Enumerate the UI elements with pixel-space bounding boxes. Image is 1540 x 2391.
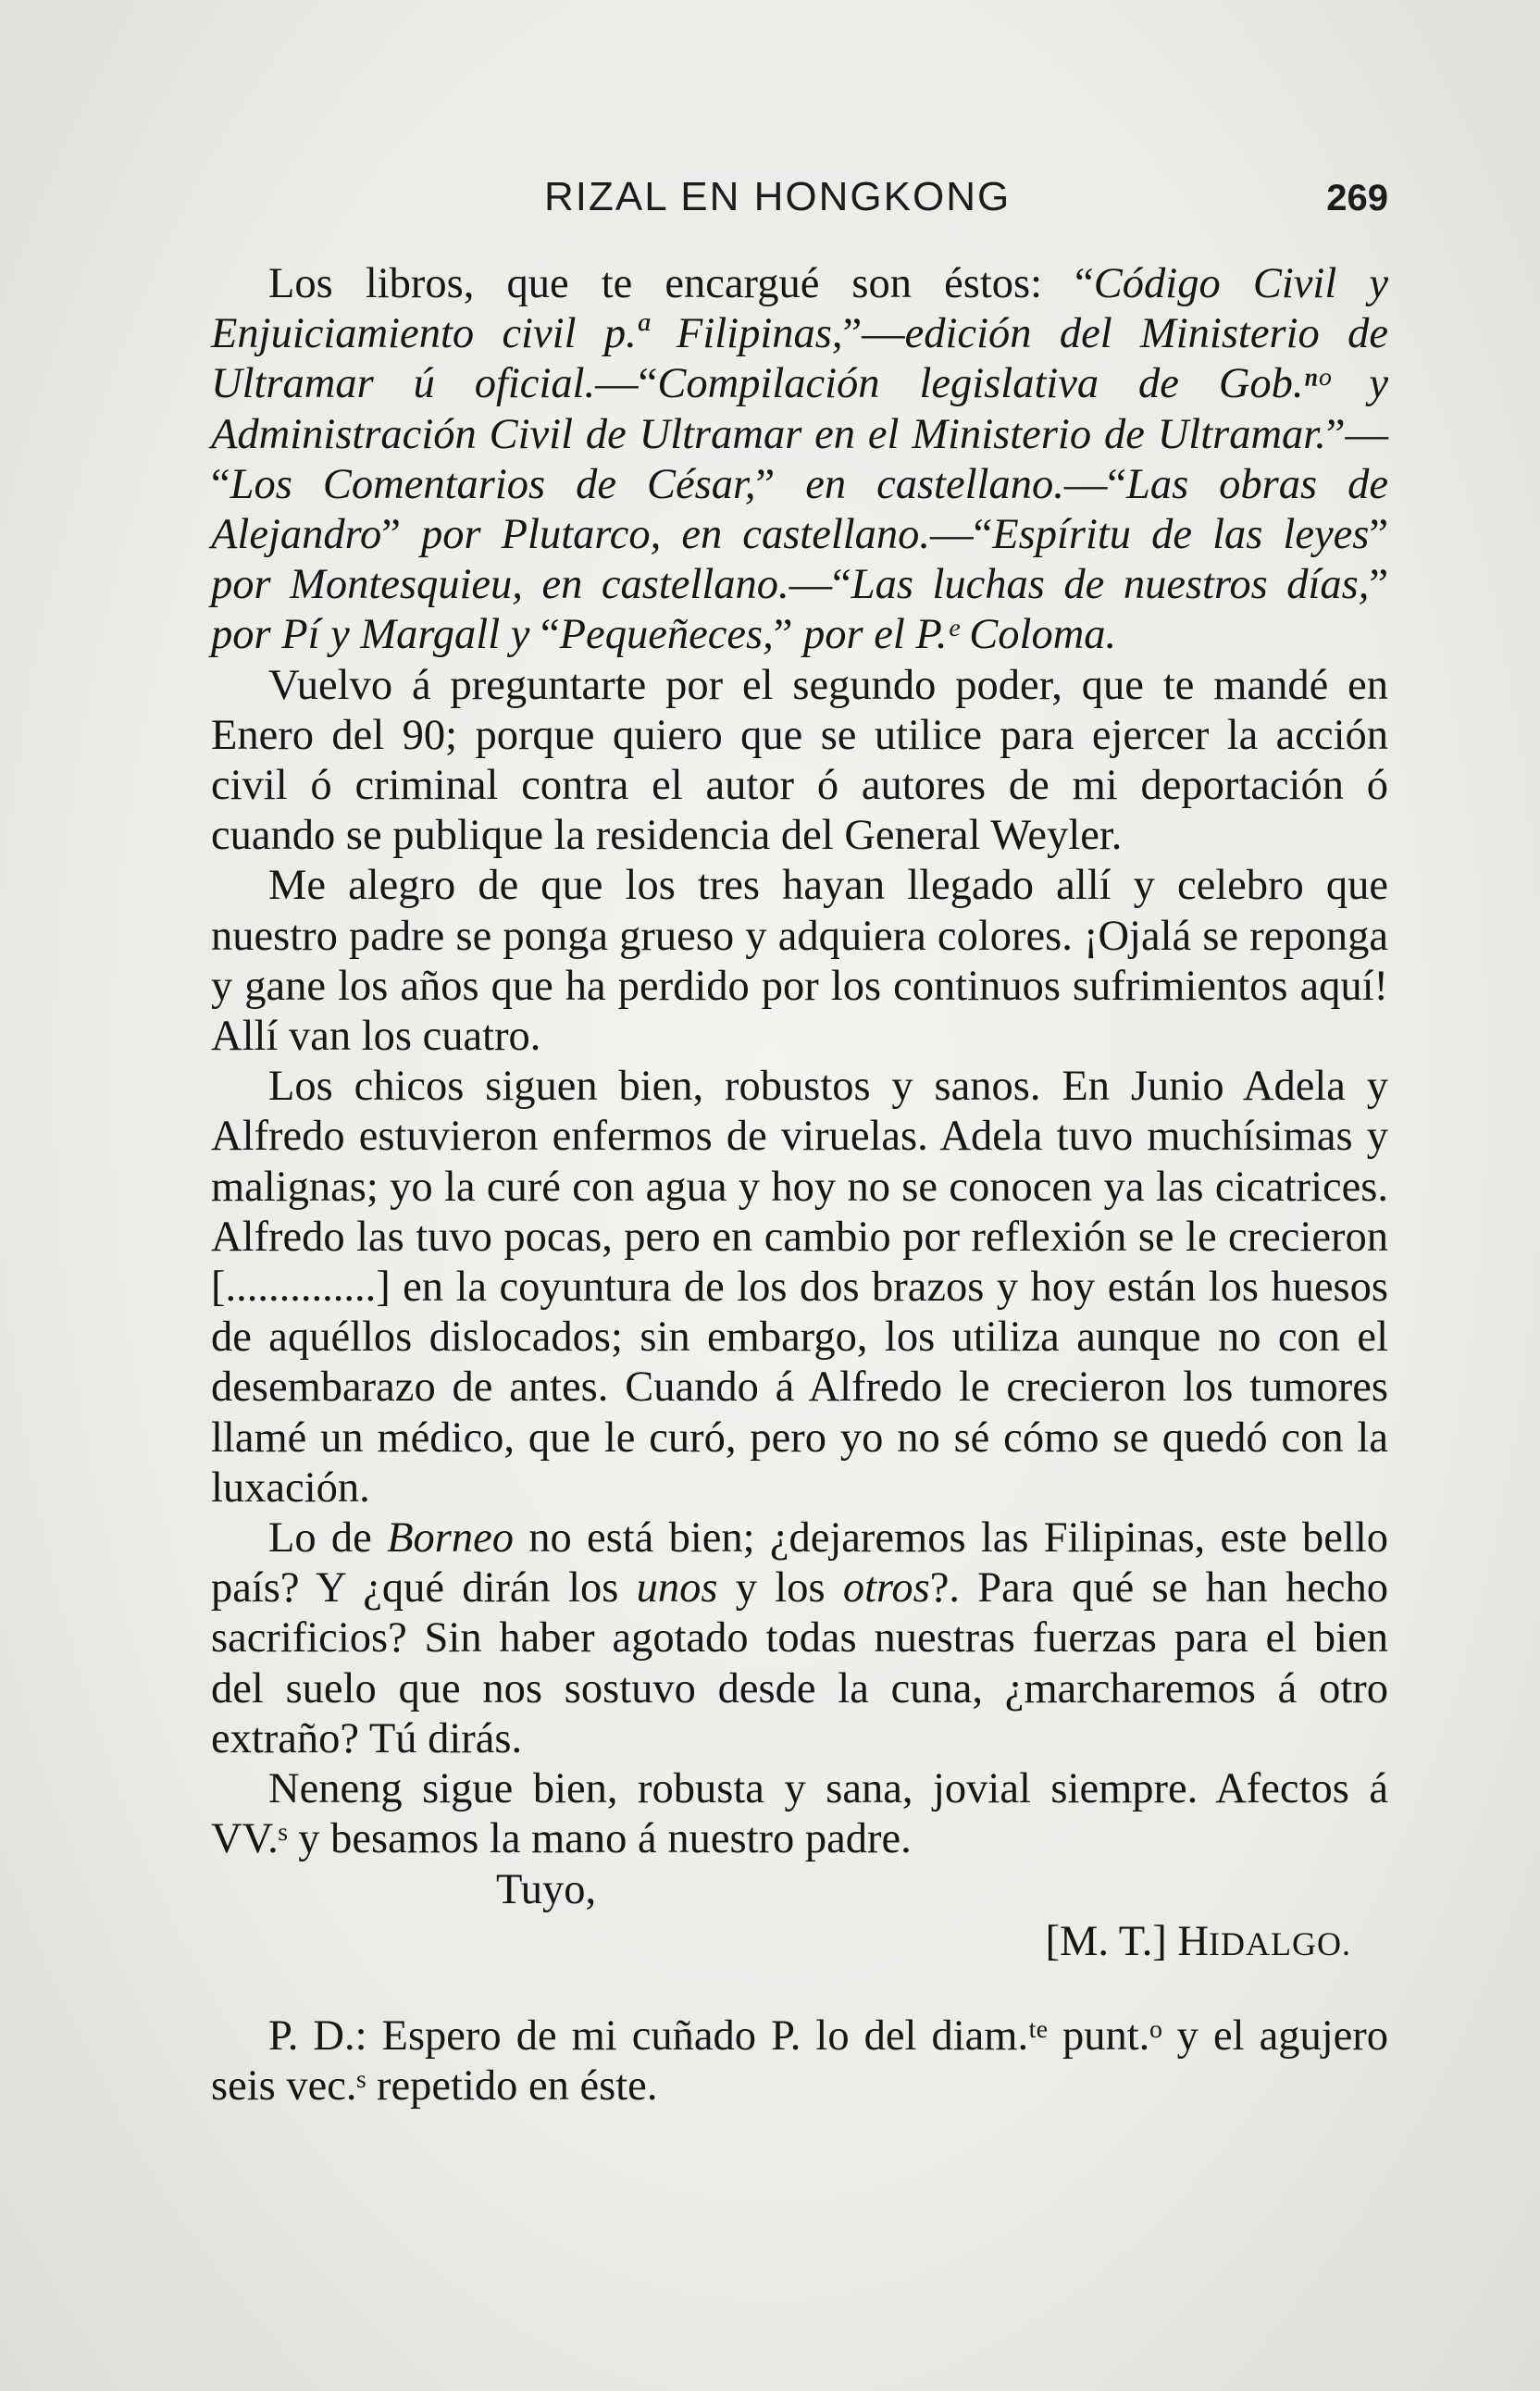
closing-word: Tuyo, bbox=[496, 1865, 597, 1913]
paragraph-children-health: Los chicos siguen bien, robustos y sanos. En Junio Adela y Alfredo estuvieron enfermos de viruelas. Adela tuvo muchísimas y malignas; yo la curé con agua y hoy no se conocen ya las cicatrices. Alfredo las tuvo pocas, pero en cambio por reflexión se le crecieron [..............] en la coyuntura de los dos brazos y hoy están los huesos de aquéllos dislocados; sin embargo, los utiliza aunque no con el desembarazo de antes. Cuando á Alfredo le crecieron los tumores llamé un médico, que le curó, pero yo no sé cómo se quedó con la luxación. bbox=[211, 1063, 1388, 1512]
signature: [M. T.] HIDALGO. bbox=[1045, 1917, 1351, 1965]
paragraph-family-arrival: Me alegro de que los tres hayan llegado allí y celebro que nuestro padre se ponga grueso y adquiera colores. ¡Ojalá se reponga y gane los años que ha perdido por los continuos sufrimientos aquí! Allí van los cuatro. bbox=[211, 862, 1388, 1061]
page-number: 269 bbox=[1326, 178, 1388, 218]
paragraph-neneng: Neneng sigue bien, robusta y sana, jovial siempre. Afectos á VV.ˢ y besamos la mano á nuestro padre. bbox=[211, 1765, 1388, 1863]
closing-block bbox=[211, 1865, 1388, 1980]
paragraph-book-list: Los libros, que te encargué son éstos: “Código Civil y Enjuiciamiento civil p.ª Filipinas,”—edición del Ministerio de Ultramar ú oficial.—“Compilación legislativa de Gob.ⁿᵒ y Administración Civil de Ultramar en el Ministerio de Ultramar.”— “Los Comentarios de César,” en castellano.—“Las obras de Alejandro” por Plutarco, en castellano.—“Espíritu de las leyes” por Montesquieu, en castellano.—“Las luchas de nuestros días,” por Pí y Margall y “Pequeñeces,” por el P.ᵉ Coloma. bbox=[211, 260, 1389, 659]
page-header bbox=[220, 174, 1388, 239]
postscript: P. D.: Espero de mi cuñado P. lo del diam.ᵗᵉ punt.ᵒ y el agujero seis vec.ˢ repetido en éste. bbox=[211, 2011, 1388, 2110]
paragraph-borneo: Lo de Borneo no está bien; ¿dejaremos las Filipinas, este bello país? Y ¿qué dirán los unos y los otros?. Para qué se han hecho sacrificios? Sin haber agotado todas nuestras fuerzas para el bien del suelo que nos sostuvo desde la cuna, ¿marcharemos á otro extraño? Tú dirás. bbox=[211, 1514, 1389, 1762]
running-title: RIZAL EN HONGKONG bbox=[544, 174, 1012, 219]
letter-body bbox=[211, 259, 1388, 2111]
paragraph-power-of-attorney: Vuelvo á preguntarte por el segundo poder, que te mandé en Enero del 90; porque quiero que se utilice para ejercer la acción civil ó criminal contra el autor ó autores de mi deportación ó cuando se publique la residencia del General Weyler. bbox=[211, 661, 1388, 860]
